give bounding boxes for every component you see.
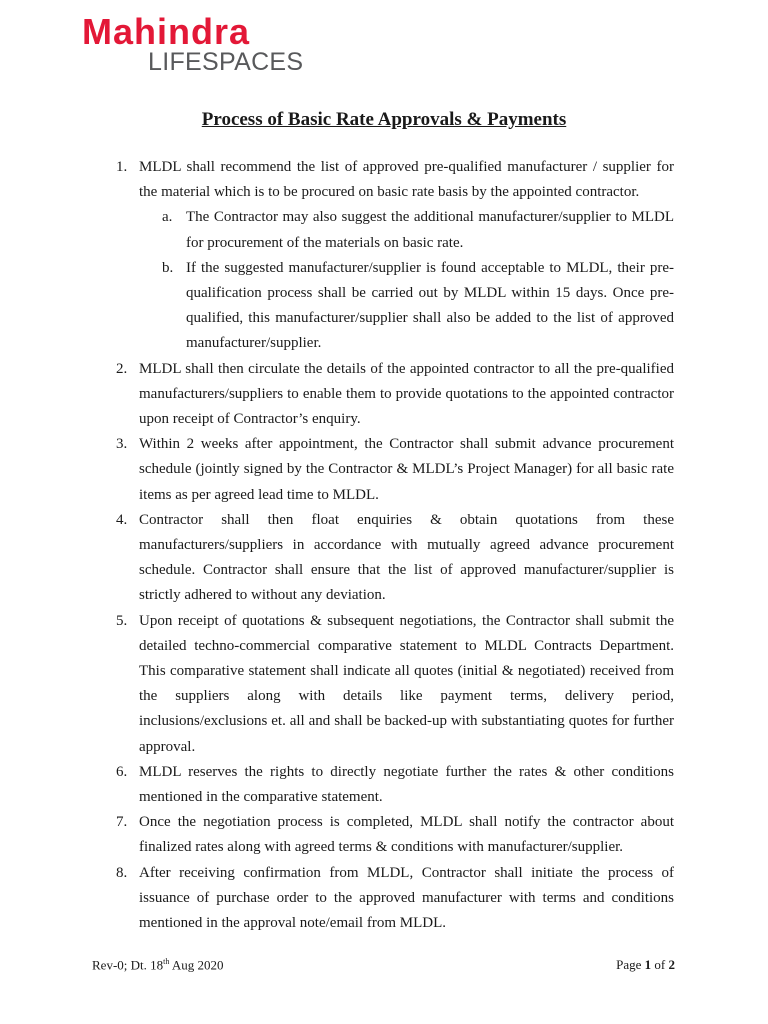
- step-text: MLDL shall recommend the list of approved pre-qualified manufacturer / supplier for the material which is to be procured on basic rate basis by the appointed contractor.: [139, 159, 674, 201]
- sub-step-letter: b.: [162, 259, 174, 276]
- step-item: [0, 861, 768, 937]
- revision-date: [92, 957, 224, 973]
- step-item: [0, 155, 768, 357]
- step-text: MLDL shall then circulate the details of the appointed contractor to all the pre-qualified manufacturers/suppliers to enable them to provide quotations to the appointed contractor upon receipt of Contractor’s enquiry.: [139, 360, 674, 428]
- step-item: [0, 357, 768, 433]
- page-total: 2: [668, 957, 675, 972]
- step-number: 3.: [116, 436, 128, 453]
- document-title: Process of Basic Rate Approvals & Payments: [201, 109, 567, 130]
- step-number: 4.: [116, 511, 128, 528]
- sub-step-letter: a.: [162, 209, 173, 226]
- sub-step-text: If the suggested manufacturer/supplier is found acceptable to MLDL, their pre-qualification process shall be carried out by MLDL within 15 days. Once pre-qualified, this manufacturer/supplier shall also be added to the list of approved manufacturer/supplier.: [186, 259, 674, 352]
- step-text: Upon receipt of quotations & subsequent negotiations, the Contractor shall submit the detailed techno-commercial comparative statement to MLDL Contracts Department. This comparative statement shall indicate all quotes (initial & negotiated) received from the suppliers along with details like payment terms, delivery period, inclusions/exclusions et. all and shall be backed-up with substantiating quotes for further approval.: [139, 612, 674, 755]
- revision-ordinal: th: [163, 957, 170, 966]
- sub-steps-list: [0, 205, 768, 356]
- logo-division: LIFESPACES: [148, 48, 304, 76]
- page-label: Page: [616, 957, 645, 972]
- revision-prefix: Rev-0; Dt. 18: [92, 957, 164, 973]
- step-number: 2.: [116, 360, 128, 377]
- step-number: 6.: [116, 763, 128, 780]
- revision-suffix: Aug 2020: [169, 957, 224, 973]
- step-number: 8.: [116, 864, 128, 881]
- step-item: [0, 508, 768, 609]
- process-steps-list: [0, 155, 768, 936]
- sub-step-item: [0, 256, 768, 357]
- step-number: 7.: [116, 814, 128, 831]
- sub-step-item: [0, 205, 768, 255]
- step-text: MLDL reserves the rights to directly negotiate further the rates & other conditions mentioned in the comparative statement.: [139, 763, 674, 806]
- step-number: 1.: [116, 159, 128, 175]
- sub-step-text: The Contractor may also suggest the additional manufacturer/supplier to MLDL for procurement of the materials on basic rate.: [186, 209, 674, 251]
- logo-brand: Mahindra: [82, 11, 251, 52]
- step-item: [0, 609, 768, 760]
- step-text: Contractor shall then float enquiries & obtain quotations from these manufacturers/suppliers in accordance with mutually agreed advance procurement schedule. Contractor shall ensure that the list of approved manufacturer/supplier is strictly adhered to without any deviation.: [139, 511, 674, 604]
- step-item: [0, 432, 768, 508]
- page-of: of: [651, 957, 669, 972]
- step-text: Within 2 weeks after appointment, the Contractor shall submit advance procurement schedule (jointly signed by the Contractor & MLDL’s Project Manager) for all basic rate items as per agreed lead time to MLDL.: [139, 436, 674, 503]
- step-item: [0, 760, 768, 810]
- step-text: After receiving confirmation from MLDL, Contractor shall initiate the process of issuance of purchase order to the approved manufacturer with terms and conditions mentioned in the approval note/email from MLDL.: [139, 864, 674, 932]
- page-indicator: [616, 957, 675, 973]
- step-text: Once the negotiation process is completed, MLDL shall notify the contractor about finalized rates along with agreed terms & conditions with manufacturer/supplier.: [139, 814, 674, 856]
- company-logo: [82, 11, 304, 76]
- step-number: 5.: [116, 612, 128, 629]
- page-number: 1: [644, 957, 652, 972]
- step-item: [0, 810, 768, 860]
